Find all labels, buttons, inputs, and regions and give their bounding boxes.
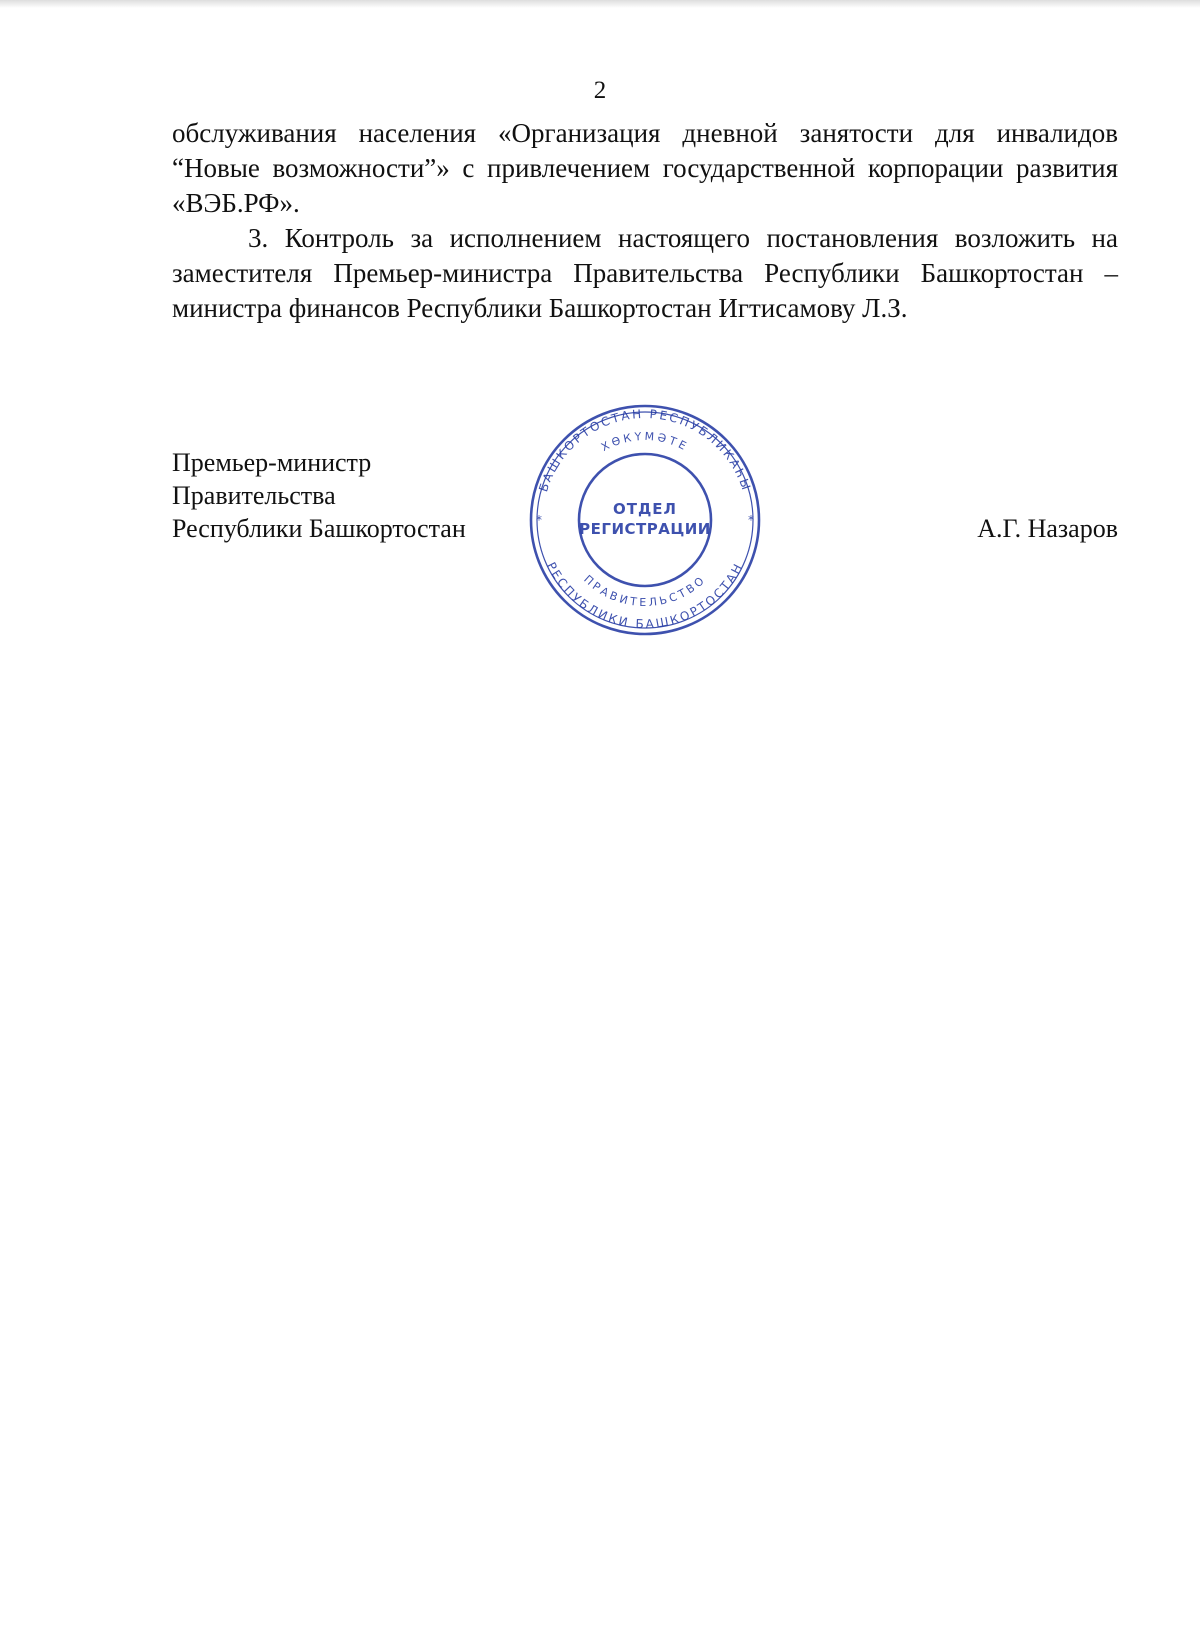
stamp-inner-bottom-text: ПРАВИТЕЛЬСТВО [581,572,709,610]
stamp-star-right: * [748,513,754,527]
stamp-center-line-2: РЕГИСТРАЦИИ [579,520,711,538]
signatory-title-line: Премьер-министр [172,448,372,477]
stamp-outer-bottom-text: РЕСПУБЛИКИ БАШКОРТОСТАН [543,559,747,632]
signatory-name: А.Г. Назаров [977,514,1118,543]
signatory-title [172,446,572,545]
document-body [172,116,1118,326]
stamp-center-line-1: ОТДЕЛ [612,500,678,518]
stamp-seal-graphic [527,402,763,638]
paragraph-item-3: 3. Контроль за исполнением настоящего постановления возложить на заместителя Премьер-министра Правительства Республики Башкортостан – министра финансов Республики Башкортостан Игтисамову Л.З. [172,223,1118,323]
page-number: 2 [593,77,607,104]
svg-text:БАШКОРТОСТАН РЕСПУБЛИКАҺЫ [536,407,754,494]
signatory-title-line: Правительства [172,481,336,510]
signatory-title-line: Республики Башкортостан [172,514,466,543]
registration-stamp [527,402,763,638]
svg-text:РЕСПУБЛИКИ БАШКОРТОСТАН [544,560,746,631]
svg-text:ПРАВИТЕЛЬСТВО [581,573,709,609]
scan-edge-shadow [0,0,1200,8]
stamp-outer-top-text: БАШКОРТОСТАН РЕСПУБЛИКАҺЫ [536,406,754,494]
stamp-inner-top-text: ХӨКҮМӘТЕ [599,429,691,454]
paragraph-continuation: обслуживания населения «Организация дневной занятости для инвалидов “Новые возможности”» с привлечением государственной корпорации развития «ВЭБ.РФ». [172,118,1118,218]
stamp-star-left: * [536,513,542,527]
svg-text:ХӨКҮМӘТЕ [599,430,691,454]
